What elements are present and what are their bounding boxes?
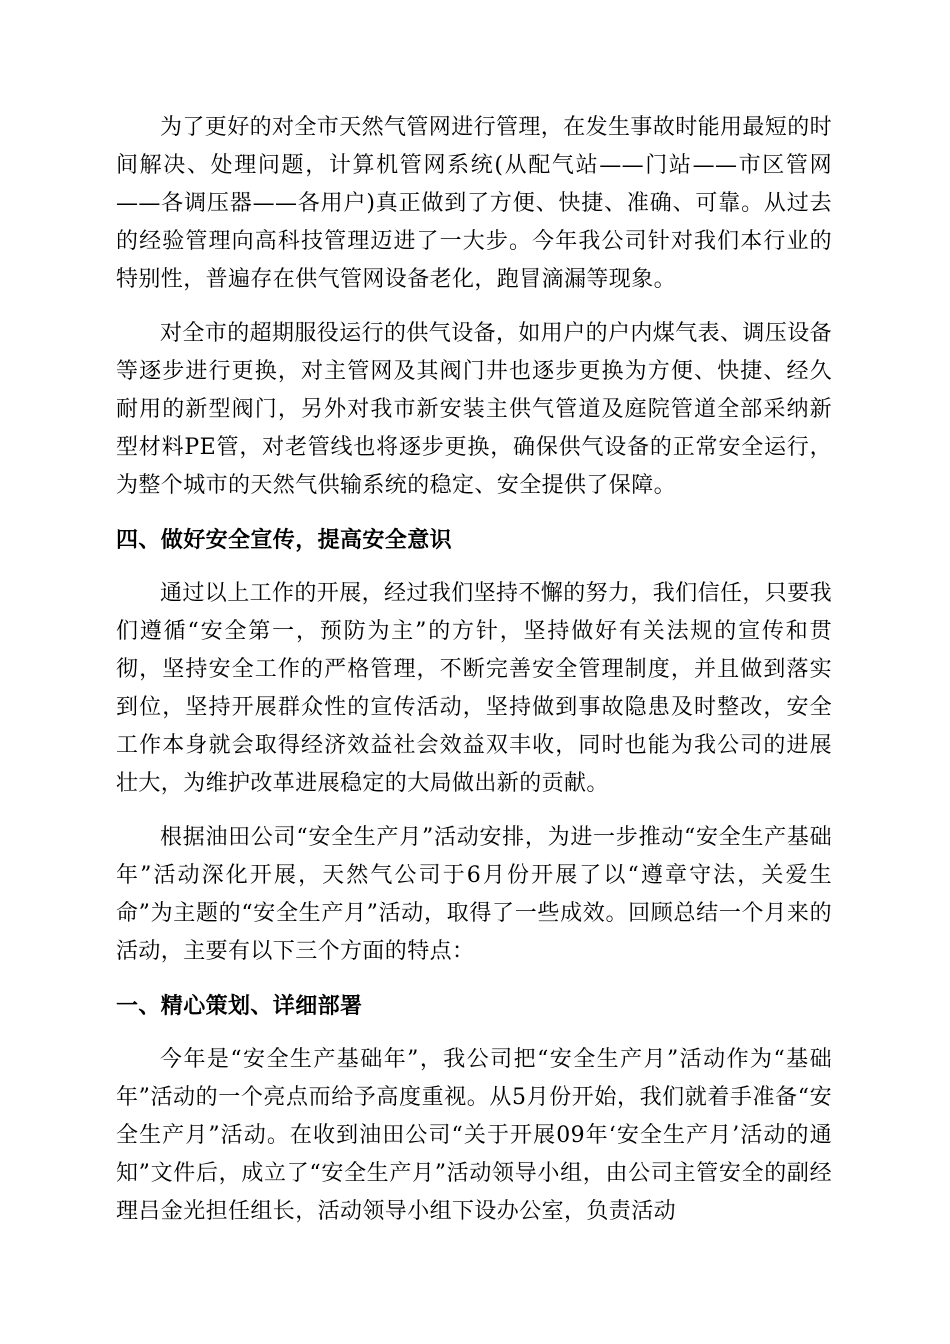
document-body [116, 109, 832, 1247]
paragraph-safety-outcomes: 通过以上工作的开展，经过我们坚持不懈的努力，我们信任，只要我们遵循“安全第一，预防为主”的方针，坚持做好有关法规的宣传和贯彻，坚持安全工作的严格管理，不断完善安全管理制度，并且做到落实到位，坚持开展群众性的宣传活动，坚持做到事故隐患及时整改，安全工作本身就会取得经济效益社会效益双丰收，同时也能为我公司的进展壮大，为维护改革进展稳定的大局做出新的贡献。 [116, 581, 833, 796]
paragraph-planning-details: 今年是“安全生产基础年”，我公司把“安全生产月”活动作为“基础年”活动的一个亮点而给予高度重视。从5月份开始，我们就着手准备“安全生产月”活动。在收到油田公司“关于开展09年‘安全生产月’活动的通知”文件后，成立了“安全生产月”活动领导小组，由公司主管安全的副经理吕金光担任组长，活动领导小组下设办公室，负责活动 [116, 1047, 832, 1224]
paragraph-pipeline-management: 为了更好的对全市天然气管网进行管理，在发生事故时能用最短的时间解决、处理问题，计算机管网系统(从配气站——门站——市区管网——各调压器——各用户)真正做到了方便、快捷、准确、可靠。从过去的经验管理向高科技管理迈进了一大步。今年我公司针对我们本行业的特别性，普遍存在供气管网设备老化，跑冒滴漏等现象。 [116, 115, 833, 292]
section-heading-safety-publicity: 四、做好安全宣传，提高安全意识 [116, 527, 453, 553]
paragraph-equipment-replacement: 对全市的超期服役运行的供气设备，如用户的户内煤气表、调压设备等逐步进行更换，对主管网及其阀门井也逐步更换为方便、快捷、经久耐用的新型阀门，另外对我市新安装主供气管道及庭院管道全部采纳新型材料PE管，对老管线也将逐步更换，确保供气设备的正常安全运行，为整个城市的天然气供输系统的稳定、安全提供了保障。 [116, 321, 833, 498]
paragraph-safety-month-intro: 根据油田公司“安全生产月”活动安排，为进一步推动“安全生产基础年”活动深化开展，天然气公司于6月份开展了以“遵章守法，关爱生命”为主题的“安全生产月”活动，取得了一些成效。回顾总结一个月来的活动，主要有以下三个方面的特点： [116, 825, 832, 964]
section-heading-planning: 一、精心策划、详细部署 [116, 993, 363, 1019]
